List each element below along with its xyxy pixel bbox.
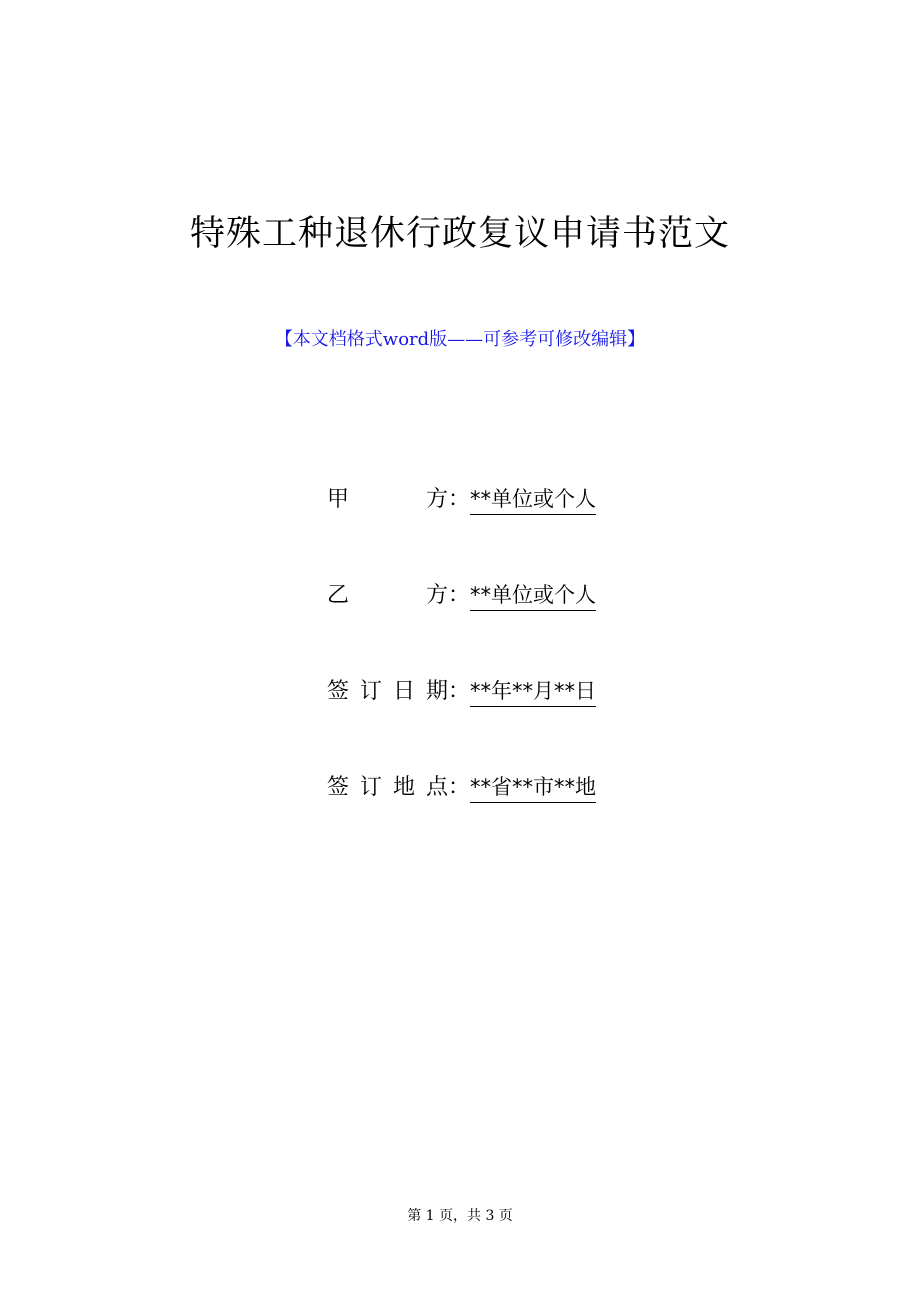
party-b-value[interactable]: **单位或个人 xyxy=(470,580,596,611)
party-a-row xyxy=(327,482,596,518)
signing-date-label: 签订日期 xyxy=(327,679,448,704)
signing-date-value[interactable]: **年**月**日 xyxy=(470,676,596,707)
party-b-colon: ： xyxy=(448,583,471,608)
party-b-row xyxy=(327,578,596,614)
signing-date-colon: ： xyxy=(448,679,471,704)
signing-place-value[interactable]: **省**市**地 xyxy=(470,772,596,803)
party-a-colon: ： xyxy=(448,487,471,512)
party-a-value[interactable]: **单位或个人 xyxy=(470,484,596,515)
party-a-label: 甲 方 xyxy=(327,487,448,512)
signing-place-label: 签订地点 xyxy=(327,775,448,800)
signing-place-colon: ： xyxy=(448,775,471,800)
signing-date-row xyxy=(327,674,596,710)
party-b-label: 乙 方 xyxy=(327,583,448,608)
signing-place-row xyxy=(327,770,596,806)
document-title: 特殊工种退休行政复议申请书范文 xyxy=(189,214,730,254)
page-number-footer: 第 1 页，共 3 页 xyxy=(407,1208,513,1224)
document-subtitle: 【本文档格式word版——可参考可修改编辑】 xyxy=(274,329,646,350)
